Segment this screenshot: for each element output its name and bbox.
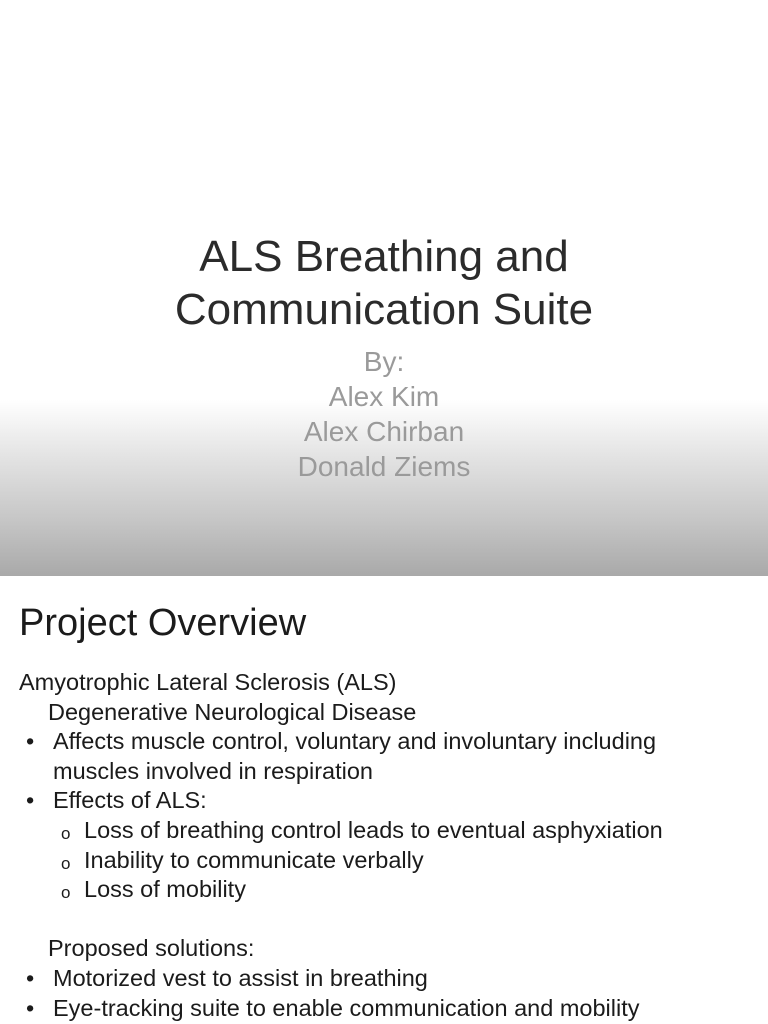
by-label: By: — [363, 346, 405, 377]
slide-heading: Project Overview — [19, 602, 307, 644]
subheading-text: Degenerative Neurological Disease — [48, 698, 417, 725]
sub-bullet-text: Loss of mobility — [84, 876, 246, 903]
sub-bullet-item — [19, 816, 759, 846]
bullet-icon: • — [26, 964, 35, 991]
author-name: Alex Chirban — [303, 416, 465, 447]
author-name: Alex Kim — [328, 381, 440, 412]
overview-slide — [0, 576, 768, 1024]
bullet-icon: • — [26, 728, 35, 755]
slide-title — [0, 230, 768, 336]
circle-bullet-icon: o — [61, 823, 71, 843]
bullet-item — [19, 786, 759, 816]
bullet-item — [19, 727, 759, 757]
bullet-icon: • — [26, 787, 35, 814]
circle-bullet-icon: o — [61, 883, 71, 903]
slide-body — [19, 668, 759, 1023]
bullet-text: Effects of ALS: — [53, 787, 207, 814]
title-line-2: Communication Suite — [174, 285, 594, 334]
author-list — [0, 344, 768, 484]
sub-bullet-text: Loss of breathing control leads to eventual asphyxiation — [84, 816, 663, 843]
bullet-item — [19, 994, 759, 1024]
sub-bullet-item — [19, 875, 759, 905]
author-name: Donald Ziems — [297, 451, 471, 482]
sub-bullet-text: Inability to communicate verbally — [84, 846, 424, 873]
title-line-1: ALS Breathing and — [199, 232, 569, 281]
bullet-text: Affects muscle control, voluntary and involuntary including — [53, 728, 657, 755]
spacer — [19, 905, 759, 935]
bullet-item — [19, 964, 759, 994]
bullet-text: Eye-tracking suite to enable communication and mobility — [53, 994, 640, 1021]
sub-bullet-item — [19, 846, 759, 876]
circle-bullet-icon: o — [61, 853, 71, 873]
bullet-continuation: muscles involved in respiration — [53, 757, 374, 784]
intro-text: Amyotrophic Lateral Sclerosis (ALS) — [19, 669, 397, 695]
bullet-icon: • — [26, 994, 35, 1021]
solutions-label: Proposed solutions: — [48, 935, 255, 962]
bullet-text: Motorized vest to assist in breathing — [53, 964, 428, 991]
